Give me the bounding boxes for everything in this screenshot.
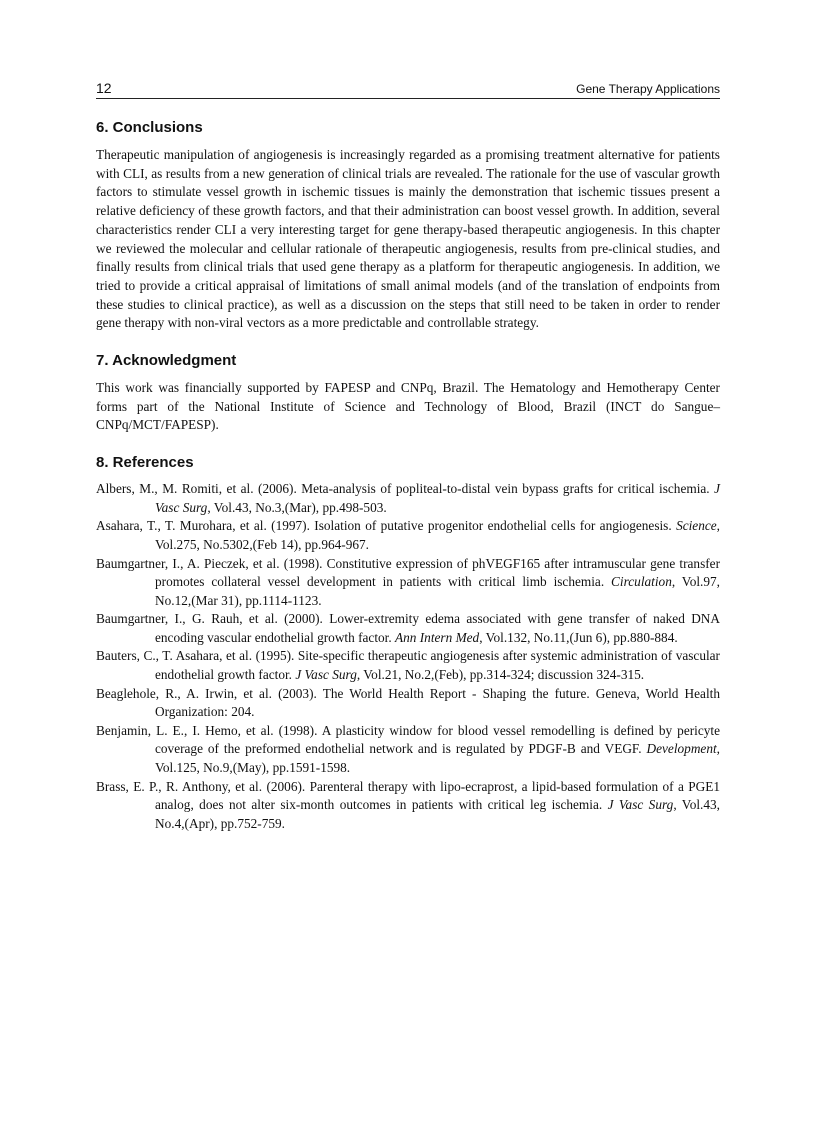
conclusions-heading: 6. Conclusions — [96, 119, 203, 136]
conclusions-section — [96, 119, 720, 333]
reference-journal: Circulation — [611, 574, 672, 590]
reference-text: Baumgartner, I., G. Rauh, et al. (2000). Lower-extremity edema associated with gene transfer of naked DNA encoding vascular endothelial growth factor. — [96, 611, 720, 645]
reference-item — [96, 480, 720, 517]
conclusions-paragraph: Therapeutic manipulation of angiogenesis is increasingly regarded as a promising treatment alternative for patients with CLI, as results from a new generation of clinical trials are revealed. The rationale for the use of vascular growth factors to stimulate vessel growth in ischemic tissues is mainly the demonstration that ischemic tissues present a relative deficiency of these growth factors, and that their administration can boost vessel growth. In addition, several characteristics render CLI a very interesting target for gene therapy-based therapeutic angiogenesis. In this chapter we reviewed the molecular and cellular rationale of therapeutic angiogenesis, results from pre-clinical studies, and finally results from clinical trials that used gene therapy as a platform for therapeutic angiogenesis. In addition, we tried to provide a critical appraisal of limitations of small animal models (and of the translation of endpoints from these studies to clinical practice), as well as a discussion on the steps that still need to be taken in order to render gene therapy with non-viral vectors as a more predictable and controllable strategy. — [96, 147, 720, 331]
reference-text: Beaglehole, R., A. Irwin, et al. (2003). The World Health Report - Shaping the future. Geneva, World Health Organization: 204. — [96, 685, 720, 720]
book-title: Gene Therapy Applications — [576, 82, 720, 96]
reference-item — [96, 610, 720, 647]
page — [96, 78, 720, 833]
reference-text: Albers, M., M. Romiti, et al. (2006). Meta-analysis of popliteal-to-distal vein bypass grafts for critical ischemia. — [96, 481, 715, 497]
reference-journal: Science — [676, 518, 717, 534]
reference-item — [96, 647, 720, 684]
reference-item — [96, 722, 720, 778]
reference-text: Baumgartner, I., A. Pieczek, et al. (1998). Constitutive expression of phVEGF165 after intramuscular gene transfer promotes collateral vessel development in patients with critical limb ischemia. — [96, 555, 720, 590]
reference-item — [96, 778, 720, 834]
reference-details: , Vol.97, No.12,(Mar 31), pp.1114-1123. — [155, 574, 720, 608]
reference-details: , Vol.275, No.5302,(Feb 14), pp.964-967. — [155, 518, 720, 552]
references-heading: 8. References — [96, 454, 194, 472]
reference-details: , Vol.132, No.11,(Jun 6), pp.880-884. — [479, 629, 678, 645]
page-number: 12 — [96, 80, 112, 96]
reference-list — [96, 480, 720, 833]
reference-details: , Vol.21, No.2,(Feb), pp.314-324; discussion 324-315. — [356, 667, 645, 683]
reference-text: Brass, E. P., R. Anthony, et al. (2006). Parenteral therapy with lipo-ecraprost, a lipid-based formulation of a PGE1 analog, does not alter six-month outcomes in patients with critical leg ischemia. — [96, 778, 720, 813]
reference-journal: J Vasc Surg — [607, 797, 674, 813]
references-section — [96, 454, 720, 833]
acknowledgment-section — [96, 352, 720, 435]
reference-details: , Vol.43, No.4,(Apr), pp.752-759. — [155, 797, 720, 831]
reference-item — [96, 685, 720, 722]
reference-journal: J Vasc Surg — [295, 667, 357, 683]
reference-text: Bauters, C., T. Asahara, et al. (1995). Site-specific therapeutic angiogenesis after systemic administration of vascular endothelial growth factor. — [96, 648, 720, 683]
reference-journal: J Vasc Surg — [155, 481, 720, 515]
reference-item — [96, 555, 720, 611]
reference-text: Benjamin, L. E., I. Hemo, et al. (1998). A plasticity window for blood vessel remodelling is defined by pericyte coverage of the preformed endothelial network and is regulated by PDGF-B and VEGF. — [96, 722, 720, 757]
reference-details: , Vol.125, No.9,(May), pp.1591-1598. — [155, 741, 720, 776]
reference-text: Asahara, T., T. Murohara, et al. (1997). Isolation of putative progenitor endothelial cells for angiogenesis. — [96, 518, 677, 534]
acknowledgment-paragraph: This work was financially supported by FAPESP and CNPq, Brazil. The Hematology and Hemotherapy Center forms part of the National Institute of Science and Technology of Blood, Brazil (INCT do Sangue–CNPq/MCT/FAPESP). — [96, 380, 720, 433]
reference-journal: Development — [646, 741, 717, 757]
running-header — [96, 78, 720, 99]
reference-item — [96, 517, 720, 554]
reference-details: , Vol.43, No.3,(Mar), pp.498-503. — [207, 499, 387, 515]
reference-journal: Ann Intern Med — [395, 629, 480, 645]
acknowledgment-heading: 7. Acknowledgment — [96, 352, 237, 370]
